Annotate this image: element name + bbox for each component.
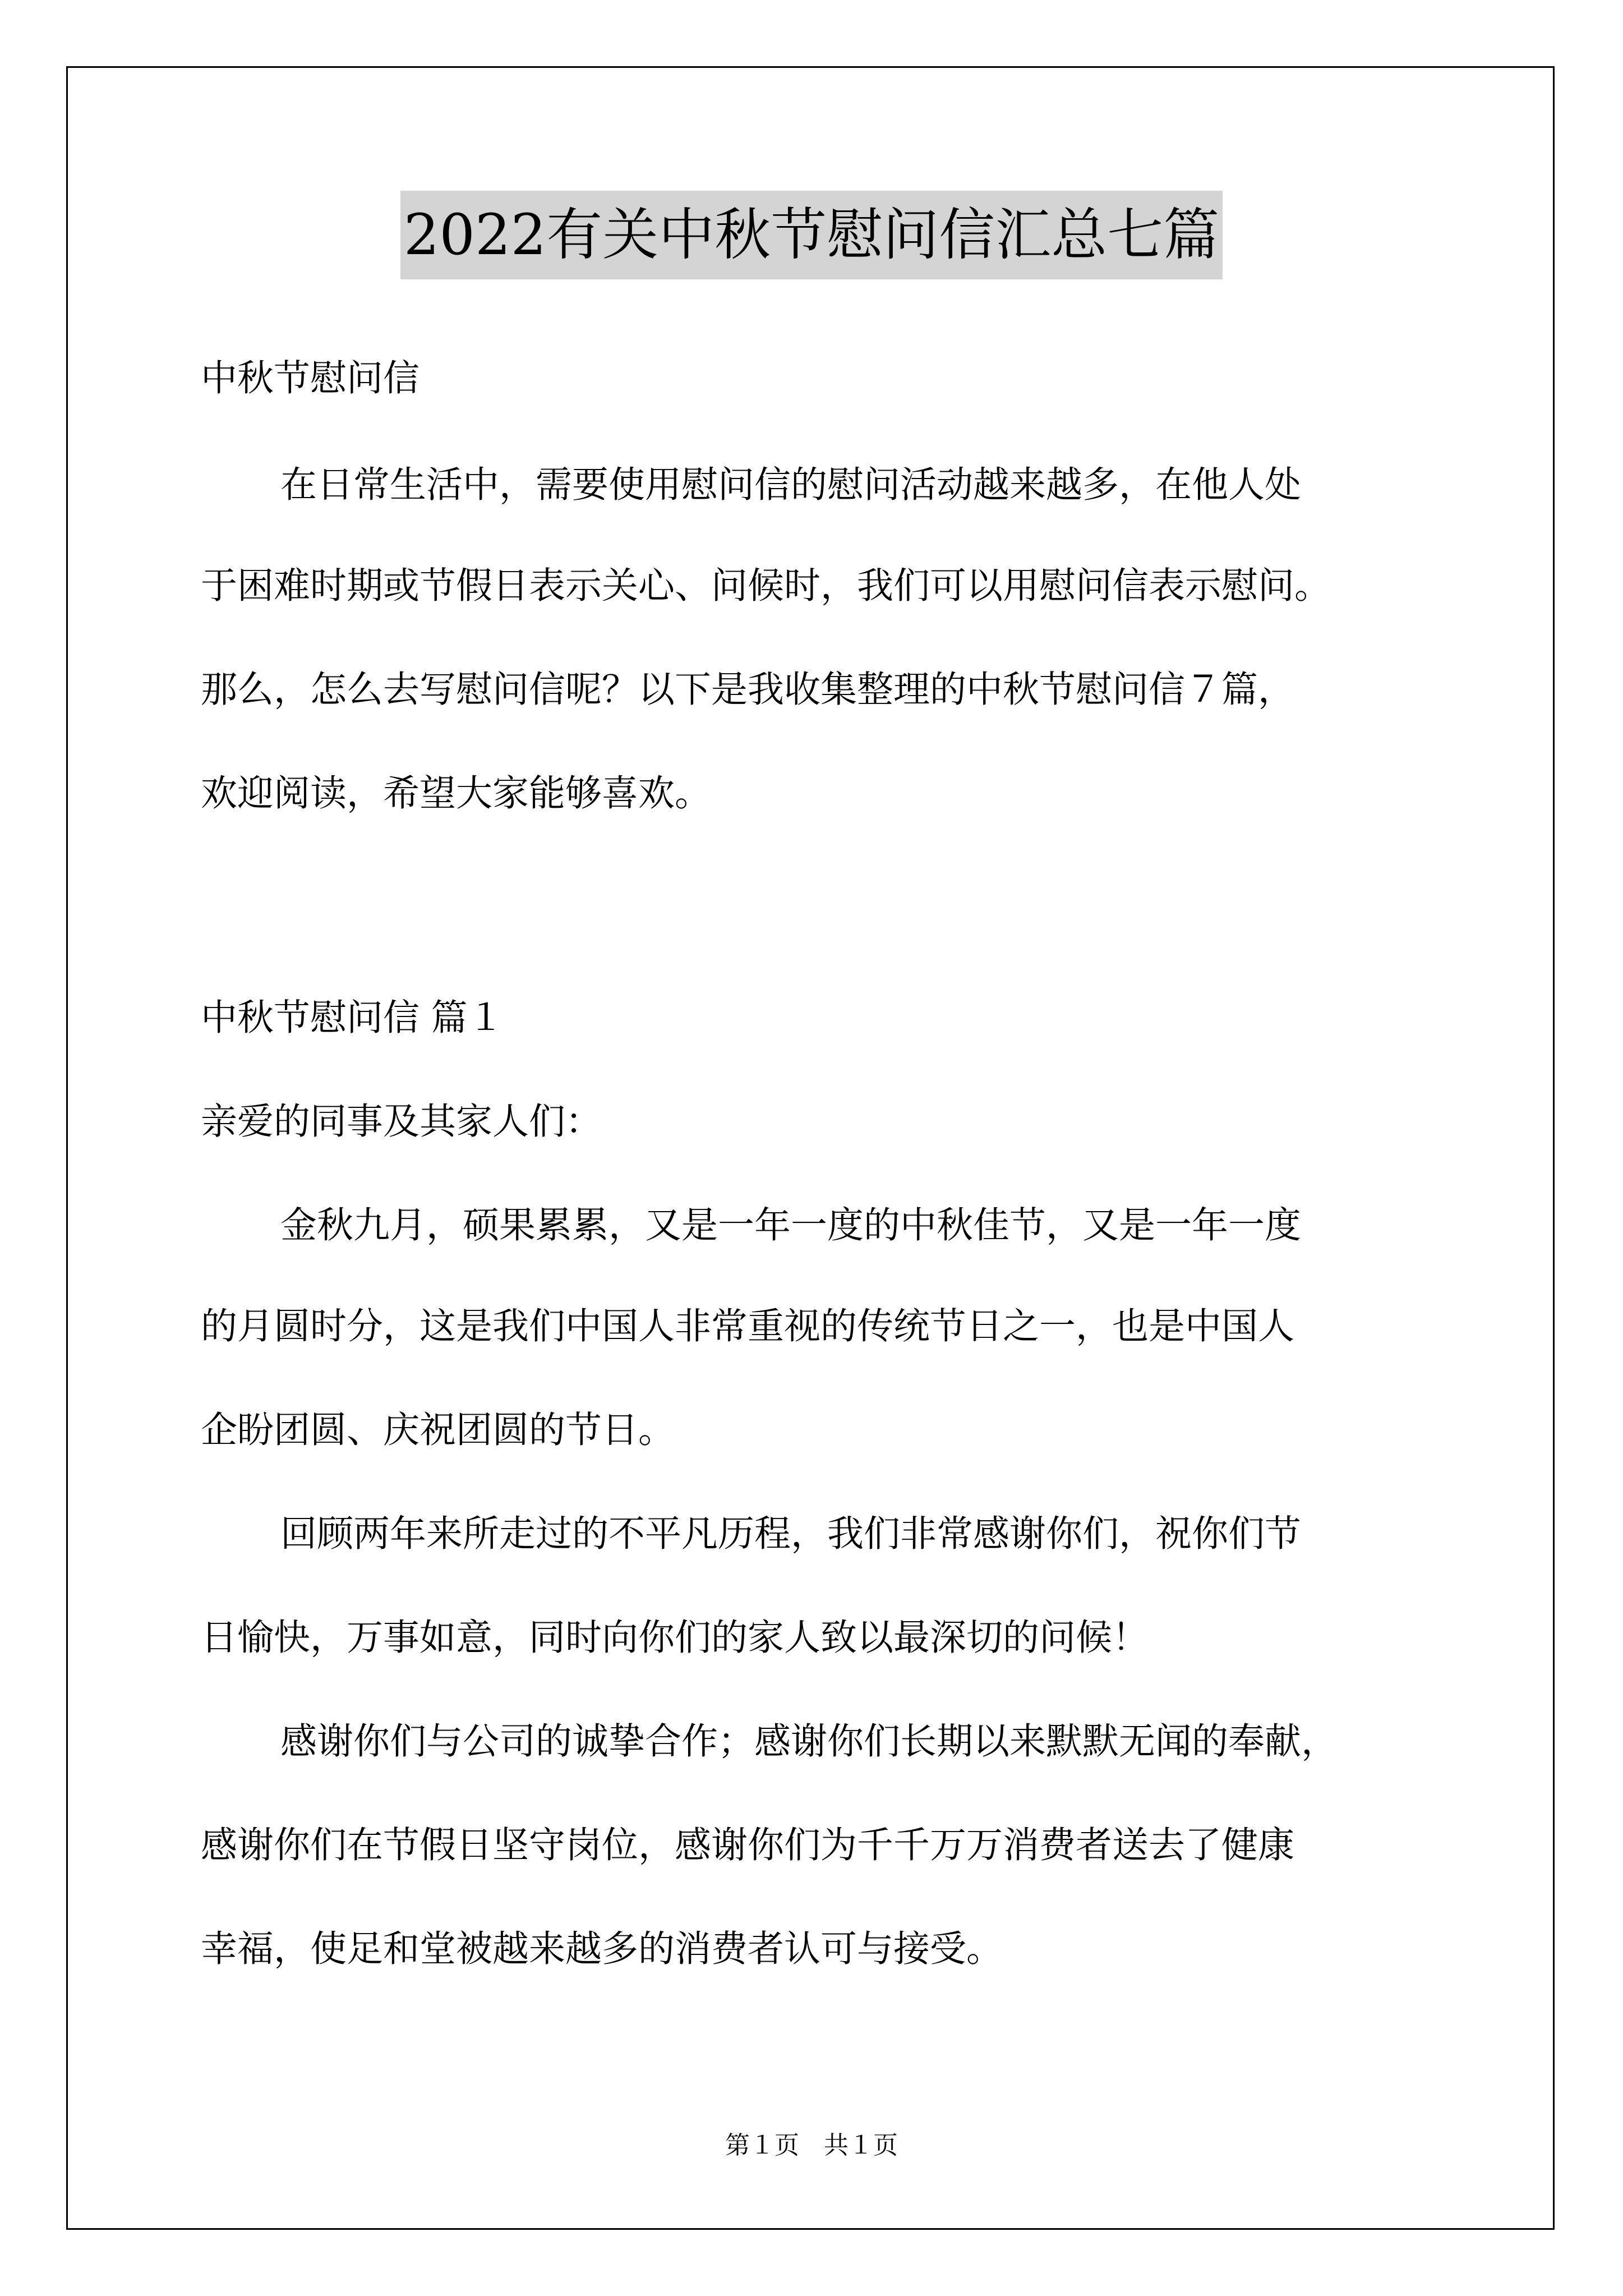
paragraph-line: 金秋九月，硕果累累，又是一年一度的中秋佳节，又是一年一度 — [280, 1204, 1302, 1246]
intro-line: 于困难时期或节假日表示关心、问候时，我们可以用慰问信表示慰问。 — [201, 565, 1331, 607]
paragraph-line: 回顾两年来所走过的不平凡历程，我们非常感谢你们，祝你们节 — [280, 1513, 1302, 1555]
paragraph-line: 感谢你们与公司的诚挚合作；感谢你们长期以来默默无闻的奉献， — [280, 1720, 1338, 1763]
paragraph-line: 幸福，使足和堂被越来越多的消费者认可与接受。 — [201, 1928, 1003, 1970]
document-title: 2022有关中秋节慰问信汇总七篇 — [400, 191, 1223, 279]
part-heading: 中秋节慰问信 篇１ — [201, 997, 504, 1039]
title-container — [0, 191, 1623, 279]
paragraph-line: 感谢你们在节假日坚守岗位，感谢你们为千千万万消费者送去了健康 — [201, 1824, 1295, 1866]
intro-line: 欢迎阅读，希望大家能够喜欢。 — [201, 772, 712, 815]
page-number-footer: 第１页 共１页 — [725, 2131, 898, 2160]
intro-line: 那么，怎么去写慰问信呢？以下是我收集整理的中秋节慰问信７篇， — [201, 669, 1295, 711]
paragraph-line: 的月圆时分，这是我们中国人非常重视的传统节日之一，也是中国人 — [201, 1305, 1295, 1347]
section-heading: 中秋节慰问信 — [201, 357, 420, 399]
paragraph-line: 日愉快，万事如意，同时向你们的家人致以最深切的问候！ — [201, 1617, 1149, 1659]
salutation: 亲爱的同事及其家人们： — [201, 1101, 602, 1143]
paragraph-line: 企盼团圆、庆祝团圆的节日。 — [201, 1409, 675, 1451]
intro-line: 在日常生活中，需要使用慰问信的慰问活动越来越多，在他人处 — [280, 464, 1302, 506]
